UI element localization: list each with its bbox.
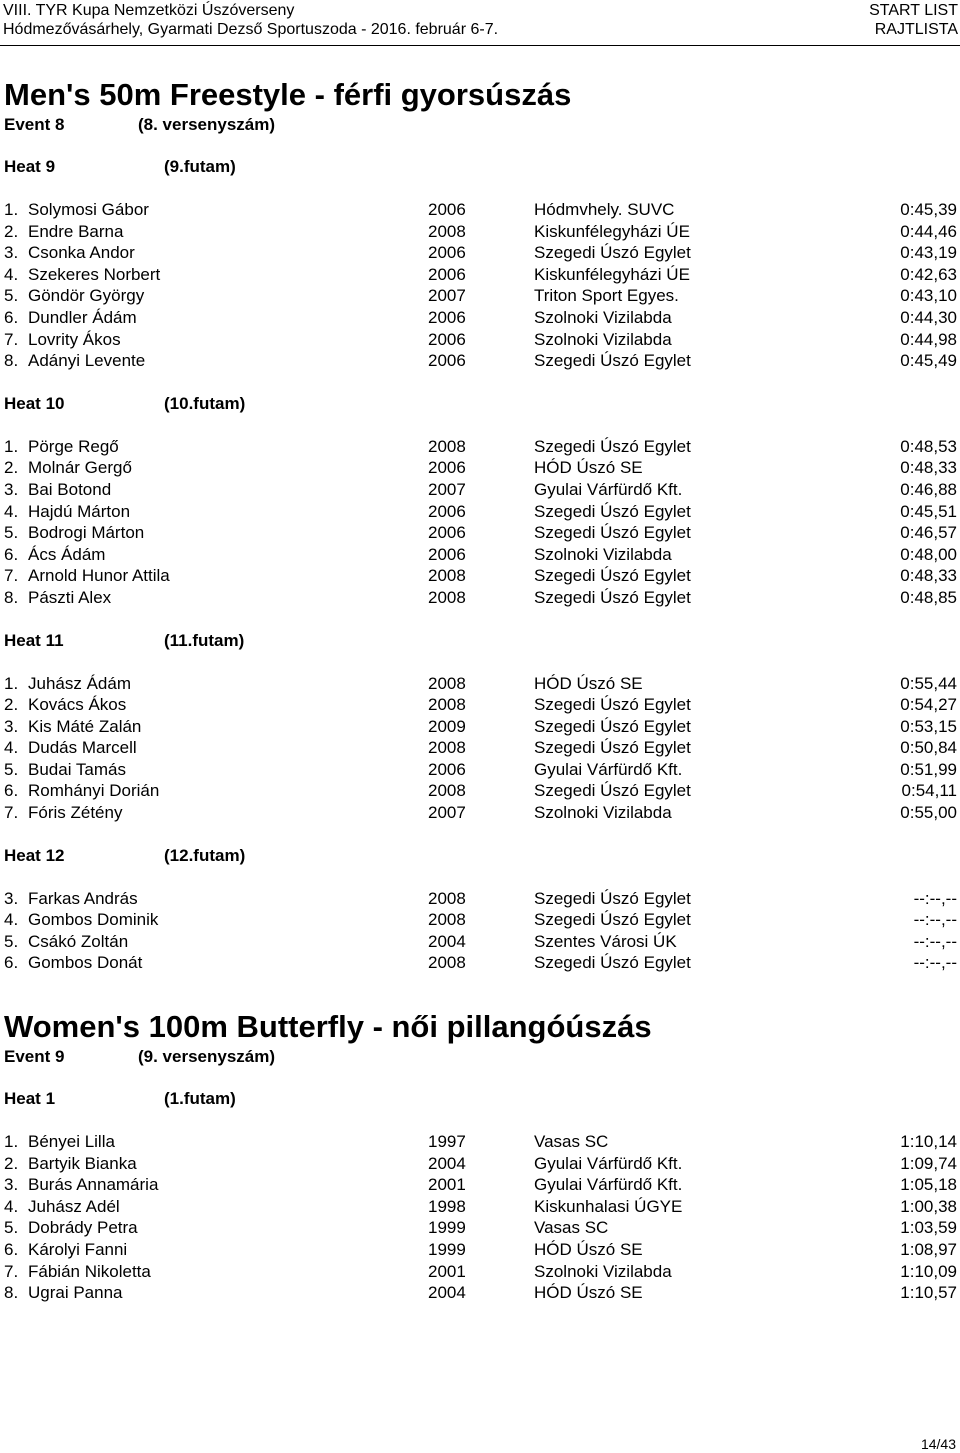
entry-time: 0:48,00 (900, 544, 957, 564)
club-name: Gyulai Várfürdő Kft. (534, 479, 683, 499)
entry-row (0, 802, 960, 824)
lane-number: 1. (4, 200, 19, 219)
entry-row (0, 1282, 960, 1304)
swimmer-name: Göndör György (28, 286, 145, 306)
lane-number: 7. (4, 566, 19, 586)
birth-year: 1997 (428, 1132, 466, 1152)
birth-year: 2008 (428, 910, 466, 930)
club-name: Vasas SC (534, 1218, 609, 1238)
entry-time: 0:48,85 (900, 587, 957, 607)
entry-time: 1:03,59 (900, 1218, 957, 1238)
entry-time: 0:51,99 (900, 759, 957, 779)
entry-row (0, 307, 960, 329)
swimmer-name: Pörge Regő (28, 436, 119, 456)
swimmer-name: Fóris Zétény (28, 803, 123, 823)
entry-time: 0:46,88 (900, 479, 957, 499)
birth-year: 1998 (428, 1196, 466, 1216)
event-label: Event 8 (4, 115, 65, 134)
club-name: Szegedi Úszó Egylet (534, 695, 691, 715)
club-name: HÓD Úszó SE (534, 1240, 643, 1259)
heat-label: Heat 10 (4, 393, 65, 413)
lane-number: 2. (4, 1153, 19, 1173)
birth-year: 2006 (428, 200, 466, 219)
lane-number: 8. (4, 587, 19, 607)
swimmer-name: Adányi Levente (28, 351, 146, 371)
club-name: Szegedi Úszó Egylet (534, 716, 691, 736)
entry-row (0, 737, 960, 759)
entry-row (0, 221, 960, 243)
birth-year: 2008 (428, 953, 466, 973)
swimmer-name: Endre Barna (28, 221, 124, 241)
club-name: Szegedi Úszó Egylet (534, 953, 691, 973)
entry-row (0, 479, 960, 501)
birth-year: 2001 (428, 1261, 466, 1281)
entry-row (0, 436, 960, 458)
birth-year: 2008 (428, 221, 466, 241)
swimmer-name: Bodrogi Márton (28, 523, 145, 543)
entry-time: 0:45,49 (900, 351, 957, 371)
event-title: Men's 50m Freestyle - férfi gyorsúszás (4, 77, 572, 112)
swimmer-name: Kovács Ákos (28, 695, 127, 715)
entry-time: 0:54,11 (901, 781, 957, 801)
club-name: HÓD Úszó SE (534, 458, 643, 478)
lane-number: 5. (4, 931, 19, 951)
birth-year: 2008 (428, 587, 466, 607)
birth-year: 2004 (428, 931, 466, 951)
club-name: Szolnoki Vizilabda (534, 1261, 672, 1281)
competition-title: VIII. TYR Kupa Nemzetközi Úszóverseny (3, 2, 295, 19)
club-name: Vasas SC (534, 1132, 609, 1152)
lane-number: 3. (4, 243, 19, 263)
club-name: Hódmvhely. SUVC (534, 200, 675, 219)
birth-year: 2006 (428, 759, 466, 779)
swimmer-name: Pászti Alex (28, 587, 112, 607)
birth-year: 1999 (428, 1240, 466, 1259)
heat-entries (0, 436, 960, 609)
birth-year: 2006 (428, 351, 466, 371)
entry-time: 0:45,39 (900, 200, 957, 219)
entry-row (0, 759, 960, 781)
lane-number: 1. (4, 1132, 19, 1152)
entry-row (0, 457, 960, 479)
lane-number: 5. (4, 1218, 19, 1238)
club-name: Szegedi Úszó Egylet (534, 523, 691, 543)
heat-sublabel: (9.futam) (164, 157, 236, 176)
birth-year: 2008 (428, 566, 466, 586)
lane-number: 3. (4, 1175, 19, 1195)
lane-number: 6. (4, 307, 19, 327)
event-title: Women's 100m Butterfly - női pillangóúszás (4, 1009, 652, 1045)
entry-row (0, 242, 960, 264)
entry-row (0, 909, 960, 931)
swimmer-name: Molnár Gergő (28, 458, 132, 478)
entry-row (0, 544, 960, 566)
birth-year: 2007 (428, 286, 466, 306)
event-section (0, 1008, 960, 1304)
entry-time: --:--,-- (913, 931, 957, 951)
lane-number: 3. (4, 716, 19, 736)
entry-row (0, 1174, 960, 1196)
entry-time: 1:10,14 (900, 1132, 957, 1152)
entry-time: 0:44,46 (900, 221, 957, 241)
swimmer-name: Budai Tamás (28, 759, 126, 779)
club-name: Kiskunfélegyházi ÚE (534, 264, 690, 284)
event-number (0, 1046, 960, 1067)
swimmer-name: Lovrity Ákos (28, 329, 121, 349)
heat-header (0, 1088, 960, 1110)
swimmer-name: Farkas András (28, 888, 138, 908)
entry-time: 0:48,33 (900, 458, 957, 478)
entry-row (0, 1131, 960, 1153)
birth-year: 2004 (428, 1153, 466, 1173)
birth-year: 2006 (428, 307, 466, 327)
swimmer-name: Csákó Zoltán (28, 931, 129, 951)
entry-row (0, 716, 960, 738)
entry-row (0, 888, 960, 910)
entry-time: 0:50,84 (900, 738, 957, 758)
lane-number: 7. (4, 329, 19, 349)
birth-year: 2008 (428, 695, 466, 715)
swimmer-name: Szekeres Norbert (28, 264, 161, 284)
swimmer-name: Dundler Ádám (28, 307, 137, 327)
lane-number: 1. (4, 673, 19, 693)
entry-row (0, 694, 960, 716)
entry-time: 0:53,15 (900, 716, 957, 736)
lane-number: 5. (4, 523, 19, 543)
lane-number: 2. (4, 221, 19, 241)
club-name: Kiskunfélegyházi ÚE (534, 221, 690, 241)
swimmer-name: Arnold Hunor Attila (28, 566, 170, 586)
page-number: 14/43 (920, 1436, 956, 1452)
birth-year: 2001 (428, 1175, 466, 1195)
club-name: Szolnoki Vizilabda (534, 307, 672, 327)
entry-time: 0:42,63 (900, 264, 957, 284)
birth-year: 2006 (428, 264, 466, 284)
entry-time: 1:05,18 (900, 1175, 957, 1195)
birth-year: 2008 (428, 738, 466, 758)
entry-time: 0:55,44 (900, 673, 957, 693)
entry-row (0, 780, 960, 802)
club-name: Gyulai Várfürdő Kft. (534, 1175, 683, 1195)
heat-label: Heat 9 (4, 157, 56, 176)
swimmer-name: Ugrai Panna (28, 1283, 123, 1303)
event-sublabel: (9. versenyszám) (138, 1047, 276, 1067)
swimmer-name: Gombos Dominik (28, 910, 159, 930)
entry-row (0, 1153, 960, 1175)
birth-year: 2008 (428, 888, 466, 908)
club-name: Kiskunhalasi ÚGYE (534, 1196, 683, 1216)
heat-sublabel: (12.futam) (164, 845, 246, 865)
club-name: Gyulai Várfürdő Kft. (534, 1153, 683, 1173)
birth-year: 2008 (428, 781, 466, 801)
entry-row (0, 673, 960, 695)
club-name: HÓD Úszó SE (534, 1283, 643, 1303)
club-name: Szegedi Úszó Egylet (534, 243, 691, 263)
birth-year: 2006 (428, 523, 466, 543)
lane-number: 7. (4, 1261, 19, 1281)
entry-time: 0:48,53 (900, 436, 957, 456)
entry-time: 1:10,09 (900, 1261, 957, 1281)
event-section (0, 76, 960, 974)
swimmer-name: Dudás Marcell (28, 738, 137, 758)
heat-header (0, 630, 960, 652)
club-name: Szegedi Úszó Egylet (534, 587, 691, 607)
lane-number: 3. (4, 888, 19, 908)
swimmer-name: Bai Botond (28, 479, 112, 499)
swimmer-name: Kis Máté Zalán (28, 716, 142, 736)
heat-sublabel: (1.futam) (164, 1089, 236, 1109)
lane-number: 6. (4, 1240, 19, 1259)
lane-number: 4. (4, 1196, 19, 1216)
club-name: Szegedi Úszó Egylet (534, 738, 691, 758)
event-label: Event 9 (4, 1047, 65, 1067)
entry-time: --:--,-- (913, 953, 957, 973)
entry-row (0, 350, 960, 372)
heat-header (0, 393, 960, 415)
birth-year: 2006 (428, 501, 466, 521)
club-name: Szolnoki Vizilabda (534, 329, 672, 349)
birth-year: 2008 (428, 673, 466, 693)
venue-and-date: Hódmezővásárhely, Gyarmati Dezső Sportuszoda - 2016. február 6-7. (3, 21, 499, 38)
entry-row (0, 285, 960, 307)
lane-number: 6. (4, 544, 19, 564)
entry-time: 0:46,57 (900, 523, 957, 543)
entry-row (0, 1217, 960, 1239)
lane-number: 4. (4, 264, 19, 284)
entry-row (0, 587, 960, 609)
birth-year: 2008 (428, 436, 466, 456)
heat-entries (0, 199, 960, 372)
heat-label: Heat 1 (4, 1089, 56, 1109)
entry-row (0, 199, 960, 221)
swimmer-name: Csonka Andor (28, 243, 135, 263)
swimmer-name: Dobrády Petra (28, 1218, 138, 1238)
birth-year: 2009 (428, 716, 466, 736)
club-name: Gyulai Várfürdő Kft. (534, 759, 683, 779)
heat-sublabel: (11.futam) (164, 630, 245, 650)
rajtlista-label: RAJTLISTA (874, 21, 958, 38)
entry-row (0, 501, 960, 523)
entry-time: 1:08,97 (900, 1240, 957, 1259)
swimmer-name: Juhász Ádám (28, 673, 131, 693)
club-name: Szolnoki Vizilabda (534, 803, 672, 823)
lane-number: 1. (4, 436, 19, 456)
entry-time: 0:45,51 (900, 501, 957, 521)
lane-number: 6. (4, 781, 19, 801)
entry-time: 0:43,19 (900, 243, 957, 263)
heat-entries (0, 673, 960, 824)
entry-time: --:--,-- (913, 888, 957, 908)
lane-number: 4. (4, 910, 19, 930)
entry-row (0, 565, 960, 587)
club-name: Szegedi Úszó Egylet (534, 351, 691, 371)
swimmer-name: Ács Ádám (28, 544, 106, 564)
club-name: Szegedi Úszó Egylet (534, 910, 691, 930)
heat-label: Heat 12 (4, 845, 65, 865)
birth-year: 2006 (428, 243, 466, 263)
lane-number: 7. (4, 803, 19, 823)
lane-number: 3. (4, 479, 19, 499)
club-name: Szentes Városi ÚK (534, 931, 677, 951)
entry-time: 0:44,98 (900, 329, 957, 349)
lane-number: 4. (4, 738, 19, 758)
entry-time: 1:10,57 (900, 1283, 957, 1303)
birth-year: 2007 (428, 803, 466, 823)
entry-row (0, 329, 960, 351)
lane-number: 8. (4, 1283, 19, 1303)
swimmer-name: Bényei Lilla (28, 1132, 115, 1152)
swimmer-name: Burás Annamária (28, 1175, 159, 1195)
entry-row (0, 522, 960, 544)
swimmer-name: Fábián Nikoletta (28, 1261, 151, 1281)
event-number (0, 114, 960, 135)
entry-time: 0:54,27 (900, 695, 957, 715)
entry-time: 1:00,38 (900, 1196, 957, 1216)
birth-year: 2006 (428, 544, 466, 564)
club-name: Szegedi Úszó Egylet (534, 501, 691, 521)
header-divider (0, 45, 960, 46)
header-left (3, 1, 498, 39)
club-name: Triton Sport Egyes. (534, 286, 679, 306)
entry-row (0, 1196, 960, 1218)
page-header (0, 0, 960, 44)
entry-time: 0:44,30 (900, 307, 957, 327)
swimmer-name: Romhányi Dorián (28, 781, 160, 801)
header-right (869, 1, 958, 39)
entry-time: 1:09,74 (900, 1153, 957, 1173)
entry-time: 0:55,00 (900, 803, 957, 823)
lane-number: 8. (4, 351, 19, 371)
heat-label: Heat 11 (4, 630, 64, 650)
lane-number: 2. (4, 695, 19, 715)
lane-number: 6. (4, 953, 19, 973)
heat-entries (0, 1131, 960, 1304)
events-container (0, 76, 960, 1304)
club-name: HÓD Úszó SE (534, 673, 643, 693)
club-name: Szegedi Úszó Egylet (534, 436, 691, 456)
swimmer-name: Bartyik Bianka (28, 1153, 137, 1173)
club-name: Szegedi Úszó Egylet (534, 781, 691, 801)
swimmer-name: Solymosi Gábor (28, 200, 149, 219)
entry-row (0, 264, 960, 286)
heat-header (0, 156, 960, 178)
swimmer-name: Gombos Donát (28, 953, 143, 973)
entry-row (0, 1261, 960, 1283)
birth-year: 2006 (428, 458, 466, 478)
lane-number: 2. (4, 458, 19, 478)
entry-time: 0:48,33 (900, 566, 957, 586)
entry-row (0, 931, 960, 953)
swimmer-name: Károlyi Fanni (28, 1240, 128, 1259)
birth-year: 2004 (428, 1283, 466, 1303)
swimmer-name: Hajdú Márton (28, 501, 131, 521)
entry-row (0, 1239, 960, 1261)
club-name: Szolnoki Vizilabda (534, 544, 672, 564)
swimmer-name: Juhász Adél (28, 1196, 120, 1216)
heat-header (0, 845, 960, 867)
heat-entries (0, 888, 960, 974)
club-name: Szegedi Úszó Egylet (534, 566, 691, 586)
lane-number: 4. (4, 501, 19, 521)
start-list-label: START LIST (869, 2, 958, 19)
club-name: Szegedi Úszó Egylet (534, 888, 691, 908)
entry-row (0, 952, 960, 974)
birth-year: 1999 (428, 1218, 466, 1238)
entry-time: 0:43,10 (900, 286, 957, 306)
event-sublabel: (8. versenyszám) (138, 115, 276, 134)
entry-time: --:--,-- (913, 910, 957, 930)
heat-sublabel: (10.futam) (164, 393, 246, 413)
lane-number: 5. (4, 759, 19, 779)
birth-year: 2007 (428, 479, 466, 499)
birth-year: 2006 (428, 329, 466, 349)
lane-number: 5. (4, 286, 19, 306)
